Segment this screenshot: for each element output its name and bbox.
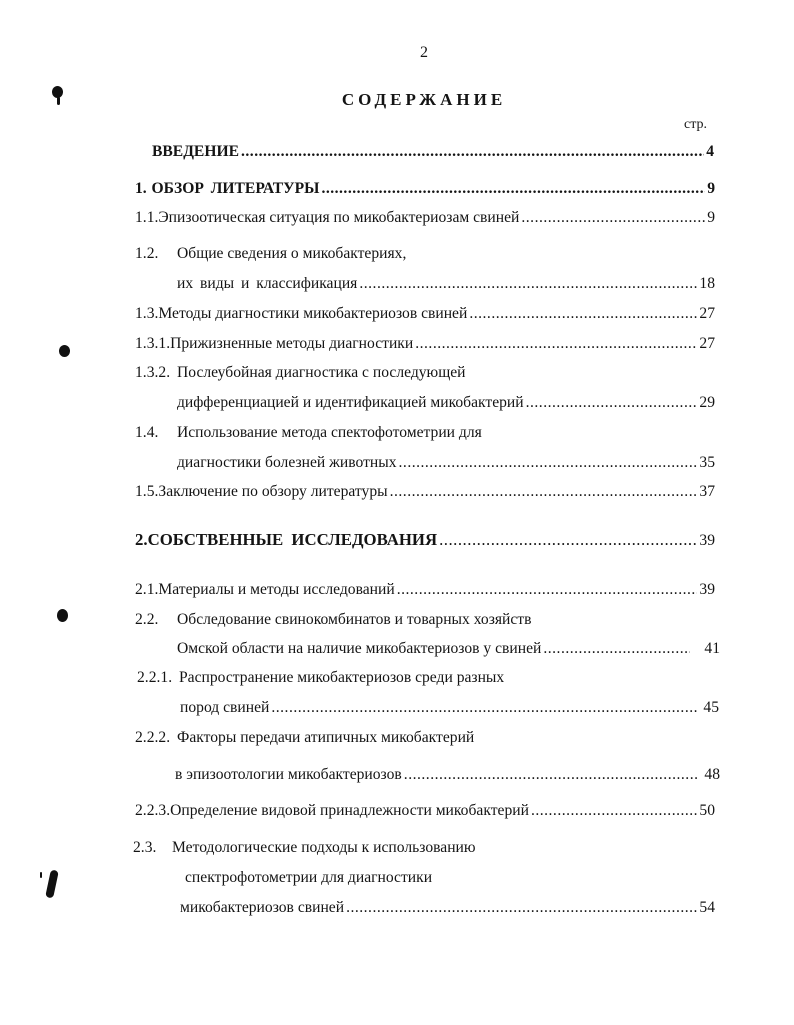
toc-entry-introduction: [152, 142, 714, 162]
toc-entry-title: Обследование свинокомбинатов и товарных хозяйств: [177, 611, 532, 628]
toc-entry-2-3: [133, 838, 713, 858]
toc-entry-number: 2.2.3.: [135, 802, 171, 819]
toc-entry-1-3: [135, 304, 715, 324]
toc-leader-dots: [397, 580, 698, 600]
toc-entry-number: 1.: [135, 180, 147, 197]
toc-entry-1: [135, 179, 715, 199]
toc-entry-2-2-1-cont: [180, 698, 719, 718]
toc-leader-dots: [526, 393, 698, 413]
toc-entry-title-cont: Омской области на наличие микобактериозов у свиней: [177, 640, 542, 657]
scan-speck: [40, 872, 42, 878]
toc-leader-dots: [439, 530, 697, 550]
toc-leader-dots: [359, 274, 697, 294]
toc-page-number: 4: [706, 143, 714, 160]
toc-entry-title: Послеубойная диагностика с последующей: [177, 364, 466, 381]
toc-entry-title-cont: их виды и классификация: [177, 275, 358, 292]
toc-leader-dots: [415, 334, 697, 354]
toc-entry-title: Использование метода спектофотометрии для: [177, 424, 482, 441]
toc-entry-2-3-cont-2: [180, 898, 715, 918]
toc-page-number: 54: [699, 899, 715, 916]
toc-entry-title: Общие сведения о микобактериях,: [177, 245, 407, 262]
toc-leader-dots: [241, 142, 704, 162]
toc-leader-dots: [390, 482, 698, 502]
toc-entry-title: Факторы передачи атипичных микобактерий: [177, 729, 475, 746]
toc-entry-1-5: [135, 482, 715, 502]
toc-entry-title: Распространение микобактериозов среди разных: [179, 669, 505, 686]
page-number: 2: [420, 44, 428, 61]
toc-entry-1-1: [135, 208, 715, 228]
toc-leader-dots: [271, 698, 698, 718]
toc-page-number: 50: [699, 802, 715, 819]
toc-entry-1-3-2-cont: [177, 393, 715, 413]
toc-leader-dots: [399, 453, 698, 473]
toc-entry-2-2-1: [137, 668, 715, 688]
toc-leader-dots: [346, 898, 697, 918]
page-title: СОДЕРЖАНИЕ: [341, 90, 507, 109]
toc-entry-number: 1.3.2.: [135, 364, 171, 381]
toc-leader-dots: [321, 179, 705, 199]
toc-entry-2-2-3: [135, 801, 715, 821]
toc-entry-number: 1.3.: [135, 305, 159, 322]
toc-entry-title: Методологические подходы к использованию: [172, 839, 476, 856]
toc-entry-number: 1.5.: [135, 483, 159, 500]
toc-leader-dots: [469, 304, 697, 324]
toc-entry-2-2: [135, 610, 715, 630]
toc-entry-number: 2.2.: [135, 611, 159, 628]
toc-page-number: 9: [707, 209, 715, 226]
toc-page-number: 18: [699, 275, 715, 292]
toc-entry-number: 2.3.: [133, 839, 157, 856]
toc-entry-number: 1.3.1.: [135, 335, 171, 352]
toc-leader-dots: [531, 801, 697, 821]
toc-entry-title: Материалы и методы исследований: [158, 581, 395, 598]
toc-entry-1-4: [135, 423, 715, 443]
toc-entry-2-2-cont: [177, 639, 720, 659]
toc-page-number: 45: [703, 699, 719, 716]
toc-leader-dots: [404, 765, 700, 785]
toc-entry-title-cont: в эпизоотологии микобактериозов: [175, 766, 402, 783]
scan-speck: [45, 869, 59, 898]
toc-entry-title: Заключение по обзору литературы: [158, 483, 388, 500]
toc-page-number: 29: [699, 394, 715, 411]
toc-page-number: 48: [704, 766, 720, 783]
toc-entry-2-3-cont: [185, 868, 715, 888]
toc-entry-number: 1.4.: [135, 424, 159, 441]
toc-page-number: 27: [699, 305, 715, 322]
toc-entry-title-cont: дифференциацией и идентификацией микобактерий: [177, 394, 524, 411]
toc-entry-title: ВВЕДЕНИЕ: [152, 143, 239, 160]
toc-entry-title-cont: спектрофотометрии для диагностики: [185, 869, 433, 886]
toc-entry-1-4-cont: [177, 453, 715, 473]
toc-entry-1-3-1: [135, 334, 715, 354]
toc-entry-title: Прижизненные методы диагностики: [170, 335, 414, 352]
toc-page-number: 9: [707, 180, 715, 197]
toc-page-number: 39: [699, 581, 715, 598]
toc-entry-title: Методы диагностики микобактериозов свиней: [158, 305, 468, 322]
toc-entry-number: 2.: [135, 530, 148, 549]
toc-entry-1-3-2: [135, 363, 715, 383]
toc-entry-2: [135, 530, 715, 551]
toc-entry-number: 2.2.2.: [135, 729, 171, 746]
toc-entry-title-cont: пород свиней: [180, 699, 270, 716]
toc-entry-title: Определение видовой принадлежности микобактерий: [170, 802, 529, 819]
scan-speck: [59, 345, 70, 357]
toc-leader-dots: [521, 208, 705, 228]
toc-page-number: 41: [704, 640, 720, 657]
toc-page-number: 35: [699, 454, 715, 471]
toc-entry-2-2-2-cont: [175, 765, 720, 785]
toc-entry-title-cont: микобактериозов свиней: [180, 899, 345, 916]
toc-leader-dots: [543, 639, 690, 659]
toc-entry-number: 1.2.: [135, 245, 159, 262]
scan-speck: [57, 97, 60, 105]
toc-entry-title: СОБСТВЕННЫЕ ИССЛЕДОВАНИЯ: [147, 530, 438, 549]
toc-entry-title: Эпизоотическая ситуация по микобактериозам свиней: [158, 209, 520, 226]
toc-entry-2-1: [135, 580, 715, 600]
toc-entry-1-2-cont: [177, 274, 715, 294]
toc-page-number: 27: [699, 335, 715, 352]
toc-entry-title: ОБЗОР ЛИТЕРАТУРЫ: [151, 180, 320, 197]
toc-page-number: 37: [699, 483, 715, 500]
toc-entry-number: 2.1.: [135, 581, 159, 598]
page-column-label: стр.: [684, 117, 708, 132]
toc-entry-title-cont: диагностики болезней животных: [177, 454, 397, 471]
toc-page-number: 39: [699, 532, 715, 549]
toc-entry-1-2: [135, 244, 715, 264]
toc-entry-2-2-2: [135, 728, 715, 748]
scan-speck: [57, 609, 68, 622]
toc-entry-number: 1.1.: [135, 209, 159, 226]
toc-entry-number: 2.2.1.: [137, 669, 173, 686]
